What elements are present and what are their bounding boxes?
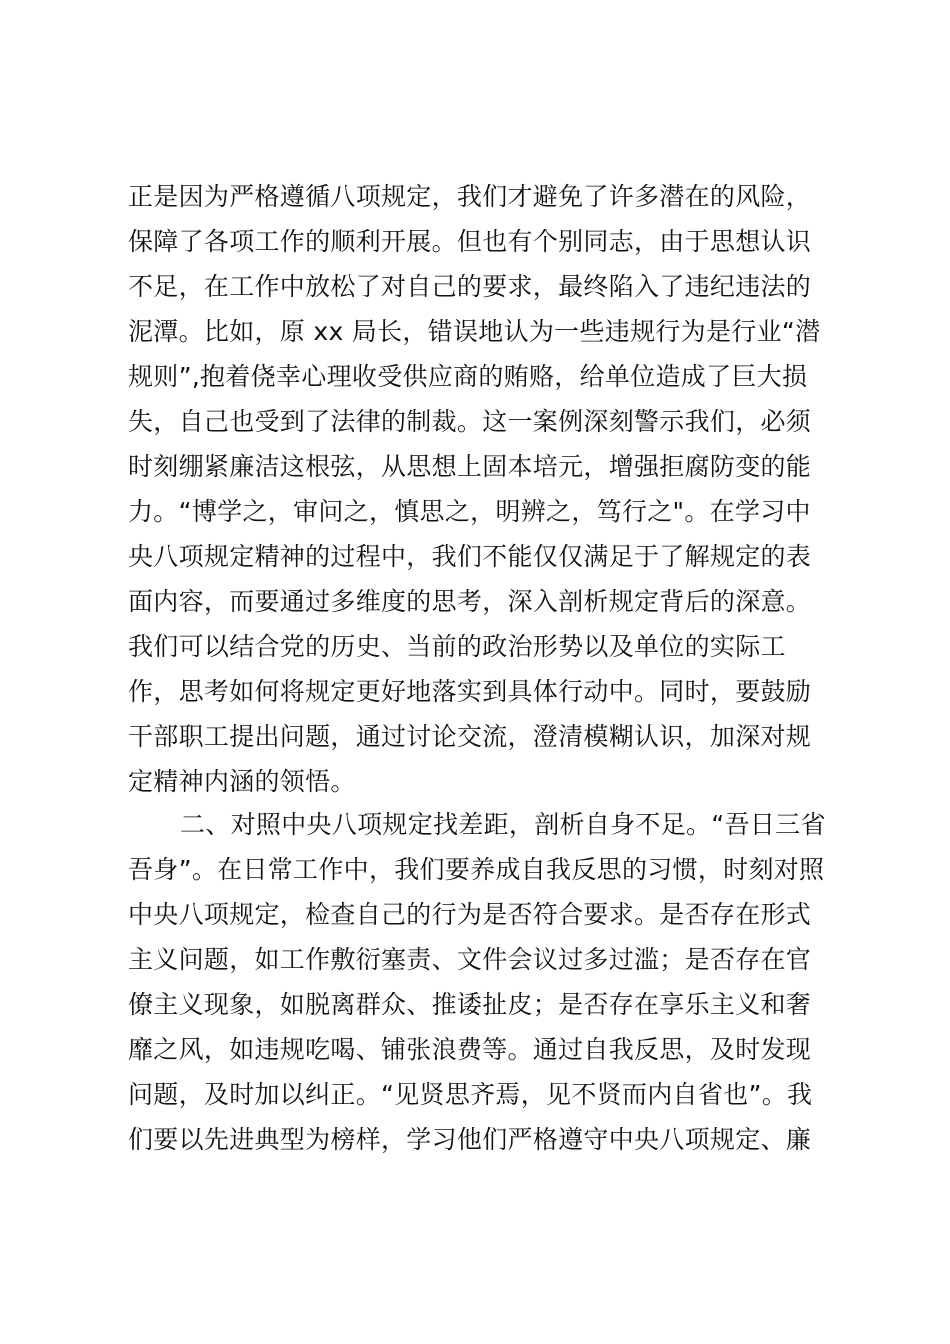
paragraph-line: 定精神内涵的领悟。: [128, 767, 356, 796]
paragraph-line: 面内容，而要通过多维度的思考，深入剖析规定背后的深意。: [128, 587, 812, 616]
paragraph-line: 问题，及时加以纠正。“见贤思齐焉，见不贤而内自省也”。我: [128, 1080, 813, 1109]
paragraph-line: 作，思考如何将规定更好地落实到具体行动中。同时，要鼓励: [128, 677, 812, 706]
paragraph-2: [128, 802, 828, 1162]
paragraph-line: 正是因为严格遵循八项规定，我们才避免了许多潜在的风险，: [128, 182, 812, 211]
paragraph-line: 靡之风，如违规吃喝、铺张浪费等。通过自我反思，及时发现: [128, 1035, 812, 1064]
paragraph-line: 力。“博学之，审问之，慎思之，明辨之，笃行之"。在学习中: [128, 497, 811, 526]
paragraph-line: 失，自己也受到了法律的制裁。这一案例深刻警示我们，必须: [128, 407, 812, 436]
paragraph-line: 们要以先进典型为榜样，学习他们严格遵守中央八项规定、廉: [128, 1125, 812, 1154]
paragraph-line: 保障了各项工作的顺利开展。但也有个别同志，由于思想认识: [128, 227, 812, 256]
paragraph-line: 吾身”。在日常工作中，我们要养成自我反思的习惯，时刻对照: [128, 855, 825, 884]
paragraph-line: 规则”,抱着侥幸心理收受供应商的贿赂，给单位造成了巨大损: [128, 362, 808, 391]
paragraph-line: 干部职工提出问题，通过讨论交流，澄清模糊认识，加深对规: [128, 722, 812, 751]
paragraph-line: 时刻绷紧廉洁这根弦，从思想上固本培元，增强拒腐防变的能: [128, 452, 812, 481]
paragraph-line: 央八项规定精神的过程中，我们不能仅仅满足于了解规定的表: [128, 542, 812, 571]
paragraph-line: 不足，在工作中放松了对自己的要求，最终陷入了违纪违法的: [128, 272, 812, 301]
paragraph-line: 我们可以结合党的历史、当前的政治形势以及单位的实际工: [128, 632, 786, 661]
paragraph-line: 僚主义现象，如脱离群众、推诿扯皮；是否存在享乐主义和奢: [128, 990, 812, 1019]
paragraph-line: 泥潭。比如，原 xx 局长，错误地认为一些违规行为是行业“潜: [128, 317, 821, 346]
paragraph-line: 主义问题，如工作敷衍塞责、文件会议过多过滥；是否存在官: [128, 945, 812, 974]
section-heading-line: 二、对照中央八项规定找差距，剖析自身不足。“吾日三省: [180, 810, 826, 839]
paragraph-line: 中央八项规定，检查自己的行为是否符合要求。是否存在形式: [128, 900, 812, 929]
paragraph-1: [128, 174, 828, 804]
